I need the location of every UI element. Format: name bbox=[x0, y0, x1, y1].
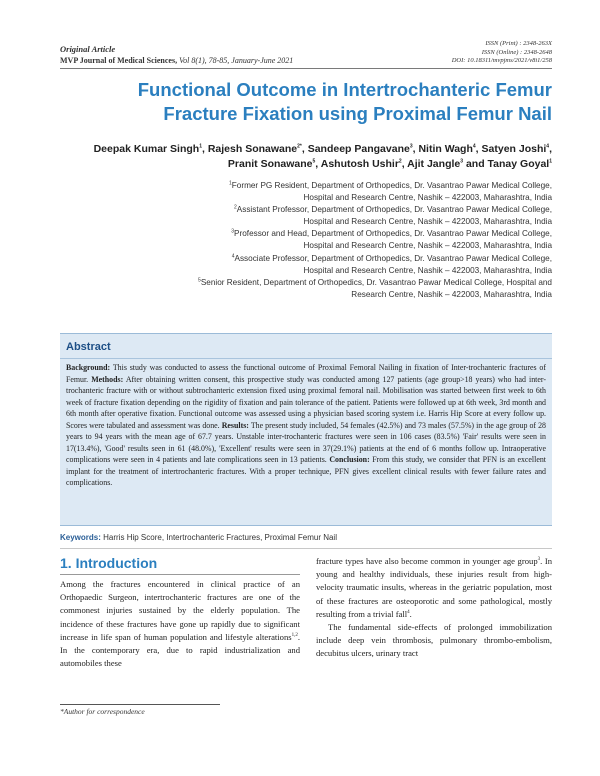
affil-line: Senior Resident, Department of Orthopedics, Dr. Vasantrao Pawar Medical College, Hospital and bbox=[200, 277, 552, 287]
intro-text: . In the contemporary era, due to rapid industrialization and automobiles these bbox=[60, 631, 300, 669]
author-sup: 2 bbox=[398, 158, 402, 165]
footnote-divider bbox=[60, 704, 220, 705]
author-name: Satyen Joshi bbox=[481, 143, 547, 155]
background-label: Background: bbox=[66, 363, 111, 372]
intro-text: . bbox=[409, 608, 412, 619]
affiliation bbox=[90, 228, 552, 252]
intro-text: fracture types have also become common in younger age group bbox=[316, 556, 538, 566]
section-heading-underline bbox=[60, 574, 300, 575]
paper-title bbox=[60, 78, 552, 126]
affil-line: Assistant Professor, Department of Orthopedics, Dr. Vasantrao Pawar Medical College, bbox=[236, 205, 552, 215]
affiliation bbox=[90, 277, 552, 301]
affil-line: Associate Professor, Department of Orthopedics, Dr. Vasantrao Pawar Medical College, bbox=[234, 253, 552, 263]
issn-print: ISSN (Print) : 2348-263X bbox=[485, 40, 552, 47]
author-sup: 1 bbox=[549, 158, 552, 165]
author-sup: 4 bbox=[546, 143, 550, 150]
citation-sup: 4 bbox=[407, 609, 410, 615]
methods-text: After obtaining written consent, this prospective study was conducted among 127 patients (age group>18 years) who had inter-trochanteric fracture with or without subtrochanteric extension fixed using proximal femoral nail. Mobilisation was started between first week to 6th week of fracture fixation depending on the rigidity of fixation and pain tolerance of the patient. Patients were followed up at 6th week, 3rd month and 6th month after operative fixation. Functional outcome was assessed using a physician based scoring system i.e. Harris Hip Score at every follow up. Scores were tabulated and assessment was done. bbox=[66, 374, 546, 430]
methods-label: Methods: bbox=[91, 374, 124, 384]
intro-paragraph bbox=[316, 555, 552, 621]
author-name: Sandeep Pangavane bbox=[307, 143, 410, 155]
title-line-1: Functional Outcome in Intertrochanteric Femur bbox=[137, 79, 552, 100]
affil-sup: 1 bbox=[229, 180, 232, 187]
intro-paragraph: The fundamental side-effects of prolonged immobilization include deep vein thrombosis, pulmonary thrombo-embolism, decubitus ulcers, urinary tract bbox=[316, 622, 552, 659]
author-name: Pranit Sonawane bbox=[227, 158, 313, 170]
abstract-divider bbox=[60, 358, 552, 359]
author-sup: 5 bbox=[312, 158, 316, 165]
affil-line: Hospital and Research Centre, Nashik – 422003, Maharashtra, India bbox=[303, 241, 552, 251]
affil-line: Former PG Resident, Department of Orthopedics, Dr. Vasantrao Pawar Medical College, bbox=[231, 181, 552, 190]
author-name: Ashutosh Ushir bbox=[320, 158, 399, 170]
affil-line: Hospital and Research Centre, Nashik – 422003, Maharashtra, India bbox=[303, 217, 552, 227]
abstract-box bbox=[60, 333, 552, 526]
keywords-text: Harris Hip Score, Intertrochanteric Fractures, Proximal Femur Nail bbox=[103, 533, 337, 542]
author-name: Tanay Goyal bbox=[487, 158, 550, 170]
author-sup: 3 bbox=[460, 158, 464, 165]
abstract-heading: Abstract bbox=[66, 341, 111, 353]
affil-sup: 5 bbox=[198, 277, 201, 284]
conclusion-text: From this study, we consider that PFN is an excellent implant for the treatment of intertrochanteric fractures. With a proper technique, PFN gives excellent clinical results with fewer failure rates and complications. bbox=[66, 455, 546, 488]
author-sup: 2* bbox=[297, 143, 302, 150]
intro-paragraph bbox=[60, 578, 300, 670]
intro-text: . In young and healthy individuals, these injuries result from high-velocity traumatic insults, whereas in the geriatric population, most of these fractures are osteoporotic and some pathological, mostly resulting from a trivial fall bbox=[316, 556, 552, 619]
author-and: and bbox=[465, 158, 485, 170]
header-divider bbox=[60, 68, 552, 69]
results-text: The present study included, 54 females (42.5%) and 73 males (57.5%) in the age group of 28 years to 94 years with the mean age of 67.7 years. Unstable inter-trochanteric fractures were seen in 106 cases (83.5%) 'Fair' results were seen in 17(13.4%), 'Good' results seen in 61 (48.0%), 'Excellent' results were seen in 37(29.1%) patients at the end of 6 months follow up. Intraoperative complications were seen in 4 patients and late complications seen in 13 patients. bbox=[66, 420, 546, 465]
author-list bbox=[60, 142, 552, 172]
intro-column-right bbox=[316, 555, 552, 661]
intro-column-left bbox=[60, 578, 300, 670]
keywords-label: Keywords: bbox=[60, 533, 101, 542]
running-header-left bbox=[60, 43, 293, 67]
conclusion-label: Conclusion: bbox=[329, 455, 370, 465]
author-line-1: Deepak Kumar Singh$^1$, Rajesh Sonawane$^{2*}$, Sandeep Pangavane$^3$, Nitin Wagh$^4$, Satyen Joshi$^4$, bbox=[93, 143, 552, 155]
intro-text: Among the fractures encountered in clinical practice of an Orthopaedic Surgeon, intertrochanteric fractures are one of the commonest injuries sustained by the elderly population. The incidence of these fractures have gone up rapidly due to significant increase in life span of human population and lifestyle alterations bbox=[60, 579, 300, 642]
running-header-right bbox=[452, 40, 552, 66]
author-sup: 4 bbox=[472, 143, 476, 150]
affil-sup: 4 bbox=[231, 252, 235, 259]
footnote: *Author for correspondence bbox=[60, 707, 145, 716]
journal-name: MVP Journal of Medical Sciences, bbox=[60, 56, 178, 65]
volume-info: Vol 8(1), 78-85, January-June 2021 bbox=[179, 56, 294, 65]
author-line-2: Pranit Sonawane$^5$, Ashutosh Ushir$^2$, Ajit Jangle$^3$ and Tanay Goyal$^1$ bbox=[227, 158, 552, 170]
keywords-divider bbox=[60, 548, 552, 549]
keywords bbox=[60, 533, 337, 542]
affiliation bbox=[90, 204, 552, 228]
section-heading-introduction: 1. Introduction bbox=[60, 555, 158, 571]
affil-line: Research Centre, Nashik – 422003, Maharashtra, India bbox=[351, 289, 552, 299]
affil-line: Hospital and Research Centre, Nashik – 422003, Maharashtra, India bbox=[303, 265, 552, 275]
affil-sup: 2 bbox=[234, 204, 237, 211]
affil-line: Hospital and Research Centre, Nashik – 422003, Maharashtra, India bbox=[303, 193, 552, 203]
author-name: Ajit Jangle bbox=[407, 158, 461, 170]
author-sup: 1 bbox=[199, 143, 202, 150]
author-name: Nitin Wagh bbox=[418, 143, 473, 155]
citation-sup: 1,2 bbox=[291, 632, 298, 638]
citation-sup: 3 bbox=[537, 557, 541, 563]
journal-citation bbox=[60, 55, 293, 67]
background-text: This study was conducted to assess the functional outcome of Proximal Femoral Nailing in fixation of Inter-trochanteric fractures of Femur. bbox=[66, 363, 546, 384]
author-name: Deepak Kumar Singh bbox=[93, 143, 200, 155]
results-label: Results: bbox=[221, 420, 249, 430]
affil-sup: 3 bbox=[231, 228, 235, 235]
abstract-body bbox=[66, 362, 546, 489]
author-sup: 3 bbox=[409, 143, 413, 150]
affiliation bbox=[90, 180, 552, 204]
issn-online: ISSN (Online) : 2348-2648 bbox=[481, 48, 552, 56]
author-name: Rajesh Sonawane bbox=[207, 143, 298, 155]
affil-line: Professor and Head, Department of Orthopedics, Dr. Vasantrao Pawar Medical College, bbox=[234, 229, 552, 239]
title-line-2: Fracture Fixation using Proximal Femur Nail bbox=[163, 103, 552, 124]
affiliation-list bbox=[90, 180, 552, 301]
doi: DOI: 10.18311/mvpjms/2021/v8i1/258 bbox=[451, 57, 552, 65]
affiliation bbox=[90, 253, 552, 277]
article-type: Original Article bbox=[60, 44, 116, 54]
